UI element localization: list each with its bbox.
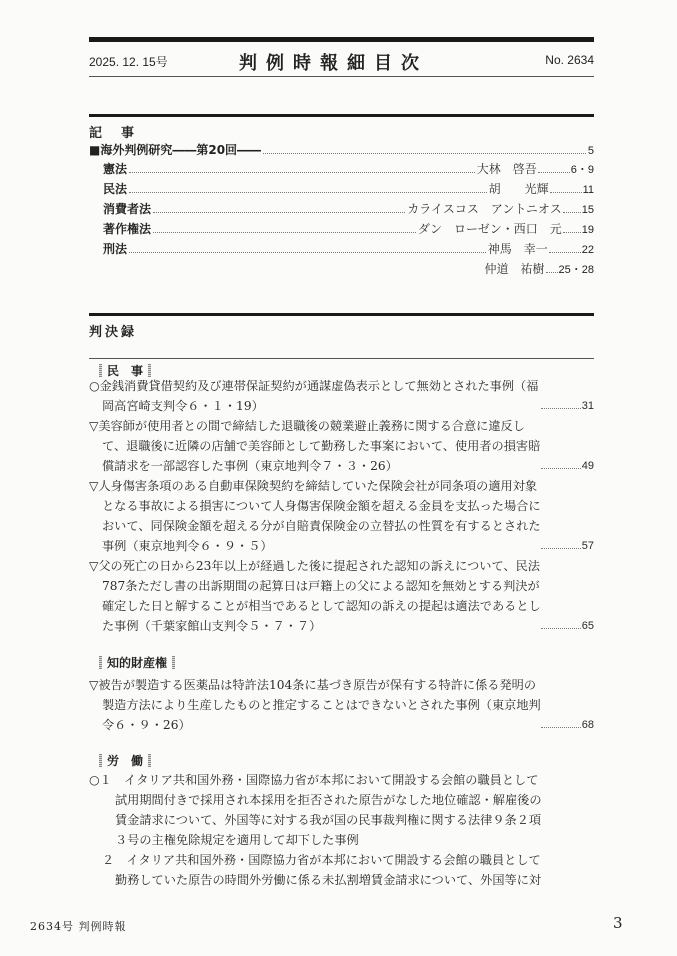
case-line: 賃金請求について、外国等に対する我が国の民事裁判権に関する法律９条２項 — [115, 813, 542, 827]
case-page: 49 — [581, 460, 594, 472]
toc-row-author: 神馬 幸一 — [487, 242, 548, 256]
case-entry[interactable] — [89, 476, 594, 556]
case-entry[interactable] — [89, 416, 594, 476]
category-label-text: 労 働 — [107, 754, 144, 768]
case-line: 787条ただし書の出訴期間の起算日は戸籍上の父による認知を無効とする判決が — [102, 579, 540, 593]
toc-row-page: 15 — [581, 204, 594, 216]
category-label-text: 民 事 — [107, 364, 144, 378]
toc-row-title: 消費者法 — [103, 202, 152, 216]
case-entry[interactable] — [89, 556, 594, 636]
toc-row[interactable] — [89, 160, 594, 178]
case-line: た事例（千葉家館山支判令５・７・７） — [102, 619, 322, 633]
dot-leader — [153, 222, 416, 233]
page-title: 判例時報細目次 — [239, 53, 428, 74]
case-entry[interactable] — [89, 850, 594, 890]
category-marker-icon — [172, 656, 175, 669]
footer-page-number: 3 — [613, 914, 623, 932]
toc-row-author: 大林 啓吾 — [476, 162, 537, 176]
articles-rule — [89, 114, 594, 117]
toc-row[interactable] — [89, 200, 594, 218]
case-entry[interactable] — [89, 376, 594, 416]
case-page-ref — [541, 456, 594, 476]
case-line: ２ イタリア共和国外務・国際協力省が本邦において開設する会館の職員として — [102, 853, 541, 867]
footer-journal: 2634号 判例時報 — [30, 920, 127, 933]
toc-feature-row[interactable] — [89, 141, 594, 159]
dot-leader — [129, 242, 486, 253]
header-bottom-rule — [89, 76, 594, 77]
dot-leader — [546, 262, 558, 273]
toc-row[interactable] — [89, 180, 594, 198]
case-entry[interactable] — [89, 675, 594, 735]
toc-row-title: 著作権法 — [103, 222, 152, 236]
dot-leader — [153, 202, 405, 213]
category-marker-icon — [99, 754, 102, 767]
dot-leader — [563, 222, 581, 233]
dot-leader — [538, 162, 570, 173]
toc-row[interactable] — [89, 220, 594, 238]
toc-row-page: 19 — [581, 224, 594, 236]
toc-row-page: 11 — [582, 184, 594, 196]
toc-page: 5 — [587, 145, 594, 157]
toc-row-author: 胡 光輝 — [488, 182, 549, 196]
dot-leader — [550, 182, 582, 193]
case-page-ref — [541, 536, 594, 556]
case-line: 令６・９・26） — [102, 718, 191, 732]
case-line: て、退職後に近隣の店舗で美容師として勤務した事案において、使用者の損害賠 — [102, 439, 541, 453]
category-label-ip — [94, 654, 180, 671]
category-label-text: 知的財産権 — [107, 656, 168, 670]
header-top-rule — [89, 37, 594, 42]
case-line: 製造方法により生産したものと推定することはできないとされた事例（東京地判 — [102, 698, 541, 712]
case-line: 償請求を一部認容した事例（東京地判令７・３・26） — [102, 459, 398, 473]
toc-row-title: 憲法 — [103, 162, 128, 176]
dot-leader — [129, 162, 475, 173]
case-page-ref — [541, 616, 594, 636]
issue-date: 2025. 12. 15号 — [89, 55, 168, 69]
case-page: 57 — [581, 540, 594, 552]
case-line: ○１ イタリア共和国外務・国際協力省が本邦において開設する会館の職員として — [89, 773, 539, 787]
category-marker-icon — [99, 656, 102, 669]
case-entry[interactable] — [89, 770, 594, 850]
dot-leader — [129, 182, 487, 193]
toc-row-author: 仲道 祐樹 — [484, 262, 545, 276]
case-line: 試用期間付きで採用され本採用を拒否された原告がなした地位確認・解雇後の — [115, 793, 542, 807]
category-label-labor — [94, 752, 156, 769]
dot-leader — [549, 242, 581, 253]
case-line: となる事故による損害について人身傷害保険金額を超える金員を支払った場合に — [102, 499, 541, 513]
toc-row[interactable] — [89, 240, 594, 258]
toc-row-author: カライスコス アントニオス — [407, 202, 562, 216]
dot-leader — [263, 143, 586, 154]
toc-row[interactable] — [89, 260, 594, 278]
dot-leader — [563, 202, 581, 213]
toc-row-page: 25・28 — [558, 264, 594, 276]
case-line: ▽美容師が使用者との間で締結した退職後の競業避止義務に関する合意に違反し — [89, 419, 525, 433]
toc-row-title: 刑法 — [103, 242, 128, 256]
case-line: ▽被告が製造する医薬品は特許法104条に基づき原告が保有する特許に係る発明の — [89, 678, 537, 692]
articles-section-title: 記 事 — [89, 126, 138, 141]
case-line: 勤務していた原告の時間外労働に係る未払割増賃金請求について、外国等に対 — [115, 873, 542, 887]
decisions-sub-rule — [89, 358, 594, 359]
case-line: おいて、同保険金額を超える分が自賠責保険金の立替払の性質を有するとされた — [102, 519, 541, 533]
case-line: ○金銭消費貸借契約及び連帯保証契約が通謀虚偽表示として無効とされた事例（福 — [89, 379, 539, 393]
case-line: 岡高宮崎支判令６・１・19） — [102, 399, 264, 413]
category-marker-icon — [148, 754, 151, 767]
issue-number: No. 2634 — [545, 53, 594, 67]
case-line: ▽人身傷害条項のある自動車保険契約を締結していた保険会社が同条項の適用対象 — [89, 479, 538, 493]
case-page: 68 — [581, 719, 594, 731]
case-line: ３号の主権免除規定を適用して却下した事例 — [115, 833, 359, 847]
toc-row-title: 民法 — [103, 182, 128, 196]
case-line: 確定した日と解することが相当であるとして認知の訴えの提起は適法であるとし — [102, 599, 541, 613]
toc-row-page: 6・9 — [570, 164, 594, 176]
decisions-section-title: 判決録 — [89, 325, 138, 340]
toc-row-author: ダン ローゼン・西口 元 — [417, 222, 562, 236]
toc-row-page: 22 — [581, 244, 594, 256]
decisions-rule — [89, 313, 594, 316]
case-line: ▽父の死亡の日から23年以上が経過した後に提起された認知の訴えについて、民法 — [89, 559, 540, 573]
page-header — [89, 49, 594, 73]
case-page: 65 — [581, 620, 594, 632]
toc-feature-title: ■海外判例研究――第20回―― — [89, 143, 262, 157]
case-line: 事例（東京地判令６・９・５） — [102, 539, 273, 553]
case-page: 31 — [581, 400, 594, 412]
case-page-ref — [541, 396, 594, 416]
case-page-ref — [541, 715, 594, 735]
